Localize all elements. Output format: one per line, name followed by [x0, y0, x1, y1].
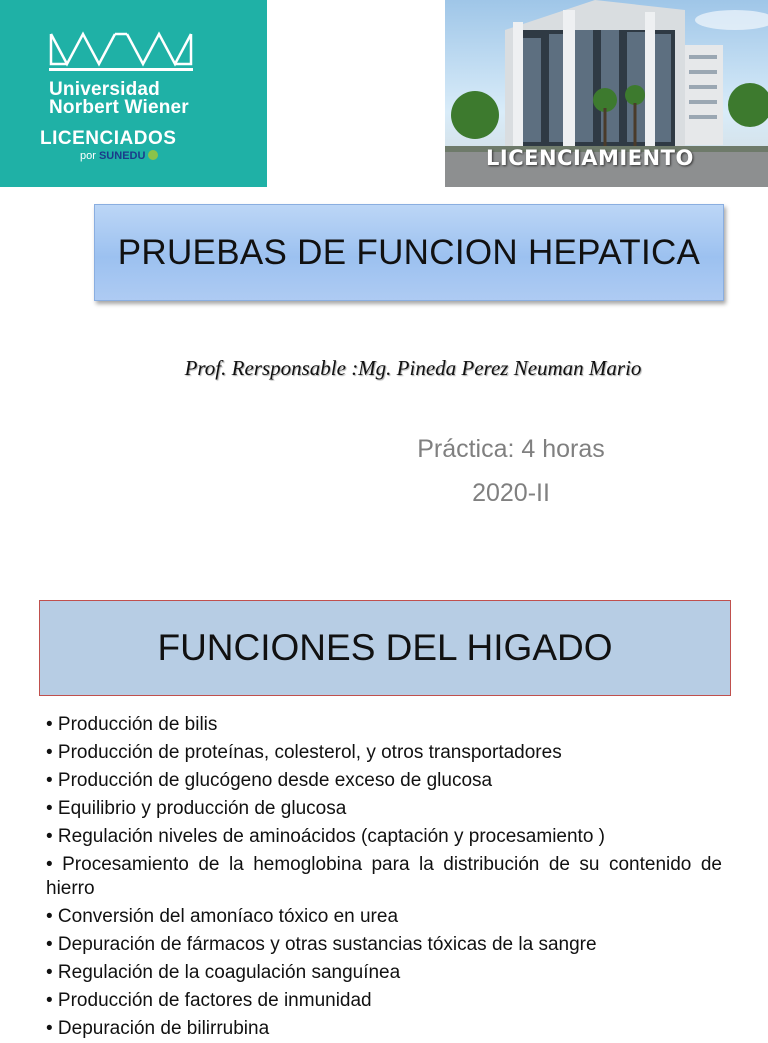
slide-title-box: [94, 204, 724, 301]
list-item: • Depuración de fármacos y otras sustancias tóxicas de la sangre: [46, 934, 597, 955]
list-item: • Regulación niveles de aminoácidos (captación y procesamiento ): [46, 826, 606, 847]
list-item: • Producción de factores de inmunidad: [46, 990, 372, 1011]
functions-title: FUNCIONES DEL HIGADO: [157, 627, 613, 668]
list-item: • Equilibrio y producción de glucosa: [46, 798, 347, 819]
sunedu-label: [80, 150, 158, 162]
list-item: • Depuración de bilirrubina: [46, 1018, 270, 1039]
practice-hours: Práctica: 4 horas: [417, 435, 605, 463]
list-item: • Procesamiento de la hemoglobina para la distribución de su contenido de hierro: [46, 854, 722, 899]
functions-title-box: [39, 600, 731, 696]
functions-list: [46, 711, 722, 1043]
list-item: • Producción de proteínas, colesterol, y otros transportadores: [46, 742, 562, 763]
slide-title: PRUEBAS DE FUNCION HEPATICA: [117, 232, 701, 272]
por-label: por: [80, 150, 96, 162]
university-logo-icon: [49, 28, 193, 72]
licenciados-label: LICENCIADOS: [40, 128, 177, 149]
list-item: • Producción de glucógeno desde exceso de glucosa: [46, 770, 493, 791]
photo-caption: LICENCIAMIENTO: [486, 146, 694, 170]
list-item: • Regulación de la coagulación sanguínea: [46, 962, 401, 983]
university-name-line-1: Universidad: [49, 79, 160, 100]
list-item: • Producción de bilis: [46, 714, 218, 735]
building-photo: [445, 0, 768, 187]
sunedu-name: SUNEDU: [98, 150, 146, 162]
professor-line: Prof. Rersponsable :Mg. Pineda Perez Neuman Mario: [184, 356, 642, 380]
semester: 2020-II: [472, 479, 550, 507]
slide-2: [0, 590, 768, 1039]
list-item: • Conversión del amoníaco tóxico en urea: [46, 906, 399, 927]
sunedu-seal-icon: [148, 150, 158, 160]
university-name-line-2: Norbert Wiener: [49, 97, 189, 118]
university-logo-panel: [0, 0, 267, 187]
